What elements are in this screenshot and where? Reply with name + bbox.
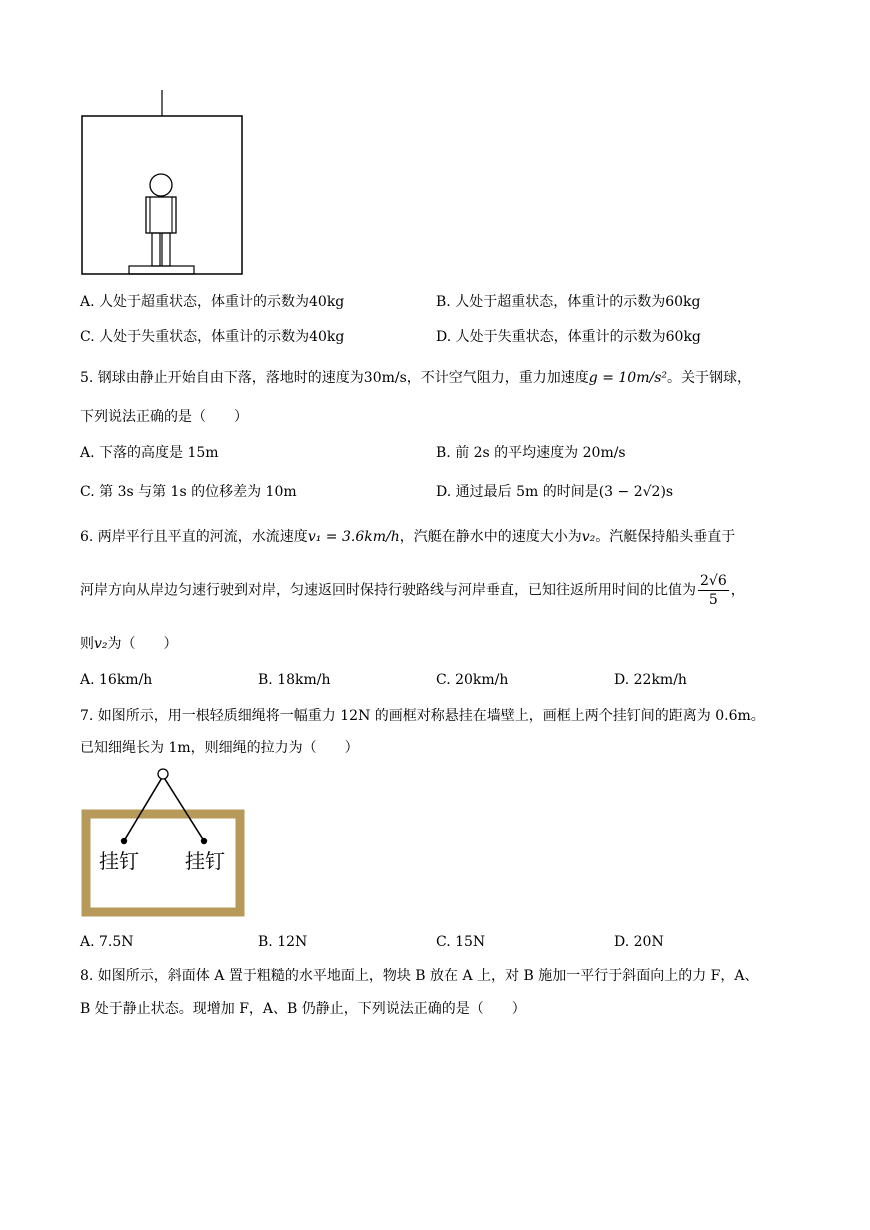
elevator-figure <box>0 0 870 300</box>
q6-option-c: C. 20km/h <box>436 672 509 688</box>
q6-stem-line3-var: v₂ <box>94 636 108 652</box>
q6-formula-v1: v₁ = 3.6km/h <box>307 529 400 545</box>
q6-option-d: D. 22km/h <box>614 672 687 688</box>
q4-option-b: B. 人处于超重状态，体重计的示数为60kg <box>436 294 701 310</box>
q5-formula: g = 10m/s² <box>588 370 667 386</box>
q5-stem-part1: 5. 钢球由静止开始自由下落，落地时的速度为30m/s，不计空气阻力，重力加速度 <box>80 370 589 386</box>
q5-stem-line2: 下列说法正确的是（ ） <box>80 409 248 425</box>
q6-stem-line3-suffix: 为（ ） <box>107 636 178 652</box>
q5-option-c: C. 第 3s 与第 1s 的位移差为 10m <box>80 484 297 500</box>
q5-option-d-formula: (3 − 2√2)s <box>598 484 674 500</box>
q6-fraction-numerator: 2√6 <box>700 573 727 589</box>
person-head <box>150 174 172 196</box>
q7-option-c: C. 15N <box>436 934 486 950</box>
q6-stem-line2 <box>80 572 745 609</box>
q6-stem-line2-end: ， <box>730 582 745 599</box>
wall-hook <box>158 769 168 779</box>
q6-stem-line1 <box>80 527 735 547</box>
person-right-leg <box>162 233 170 266</box>
q8-stem-line1: 8. 如图所示，斜面体 A 置于粗糙的水平地面上，物块 B 放在 A 上，对 B 施加一平行于斜面向上的力 F，A、 <box>80 968 759 984</box>
q6-stem-part1: 6. 两岸平行且平直的河流，水流速度 <box>80 529 308 545</box>
q7-stem-line2: 已知细绳长为 1m，则细绳的拉力为（ ） <box>80 740 359 756</box>
q6-option-b: B. 18km/h <box>258 672 331 688</box>
q6-stem-part3: 。汽艇保持船头垂直于 <box>595 529 736 545</box>
picture-frame-figure <box>0 760 300 930</box>
q5-option-d-prefix: D. 通过最后 5m 的时间是 <box>436 484 599 500</box>
rope-left <box>124 776 163 841</box>
rope-right <box>163 776 204 841</box>
right-nail <box>201 838 207 844</box>
q7-option-b: B. 12N <box>258 934 308 950</box>
q4-option-a: A. 人处于超重状态，体重计的示数为40kg <box>80 294 345 310</box>
q6-option-a: A. 16km/h <box>80 672 153 688</box>
q6-formula-v2: v₂ <box>581 529 596 545</box>
q6-stem-line3-prefix: 则 <box>80 636 94 652</box>
q7-option-d: D. 20N <box>614 934 664 950</box>
scale <box>129 266 194 274</box>
q6-ratio-fraction <box>698 572 729 609</box>
q6-stem-line2-text: 河岸方向从岸边匀速行驶到对岸，匀速返回时保持行驶路线与河岸垂直，已知往返所用时间的比值为 <box>80 582 696 599</box>
q4-option-c: C. 人处于失重状态，体重计的示数为40kg <box>80 329 345 345</box>
q8-stem-line2: B 处于静止状态。现增加 F，A、B 仍静止，下列说法正确的是（ ） <box>80 1001 526 1017</box>
q6-fraction-denominator: 5 <box>708 592 718 608</box>
left-nail-label: 挂钉 <box>99 849 139 873</box>
q5-stem-line1 <box>80 368 751 388</box>
q6-stem-part2: ，汽艇在静水中的速度大小为 <box>399 529 582 545</box>
right-nail-label: 挂钉 <box>185 849 225 873</box>
q5-stem-part2: 。关于钢球， <box>667 370 751 386</box>
q5-option-d <box>436 482 673 502</box>
q6-stem-line3 <box>80 634 178 654</box>
left-nail <box>121 838 127 844</box>
q7-option-a: A. 7.5N <box>80 934 134 950</box>
person-left-leg <box>152 233 160 266</box>
q5-option-b: B. 前 2s 的平均速度为 20m/s <box>436 445 626 461</box>
q4-option-d: D. 人处于失重状态，体重计的示数为60kg <box>436 329 701 345</box>
q5-option-a: A. 下落的高度是 15m <box>80 445 219 461</box>
q7-stem-line1: 7. 如图所示，用一根轻质细绳将一幅重力 12N 的画框对称悬挂在墙壁上，画框上两个挂钉间的距离为 0.6m。 <box>80 708 765 724</box>
